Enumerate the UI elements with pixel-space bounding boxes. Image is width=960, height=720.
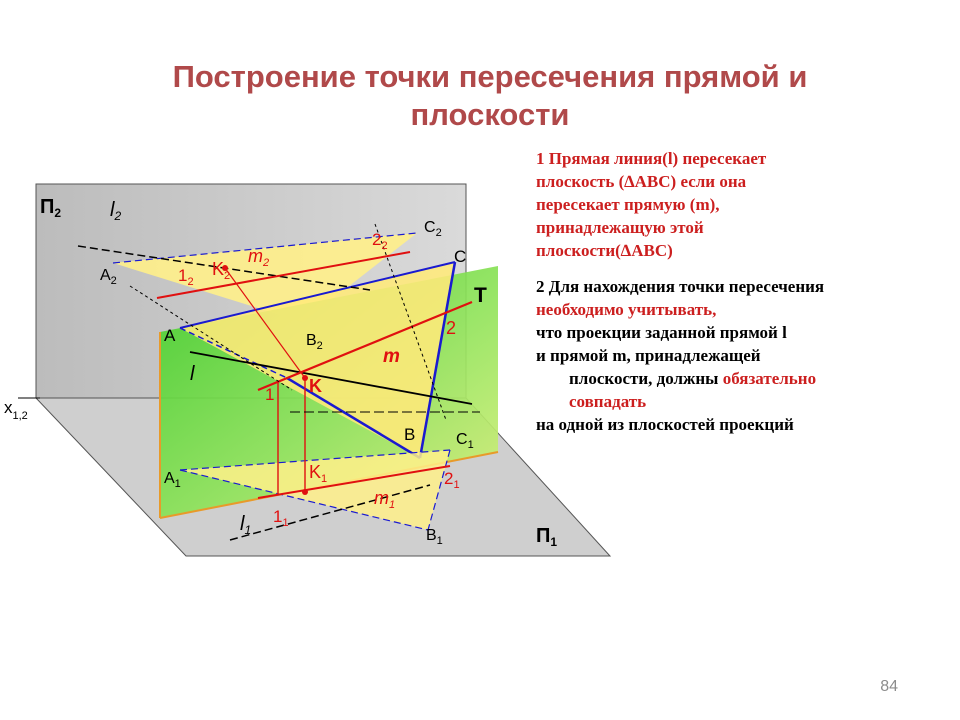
note-2-line-5b: обязательно xyxy=(722,369,817,388)
label-1-1: $1_1$ xyxy=(273,507,289,529)
label-C: C xyxy=(454,247,467,266)
label-2: 2 xyxy=(446,318,457,338)
label-l2: $l_2$ xyxy=(110,199,122,223)
label-B: B xyxy=(404,425,416,444)
note-1-line-4: принадлежащую этой xyxy=(536,218,704,237)
label-l: l xyxy=(190,363,195,385)
label-m2: $m_2$ xyxy=(248,246,270,269)
label-T: T xyxy=(474,284,487,307)
label-K: K xyxy=(309,376,322,396)
note-paragraph-1 xyxy=(536,147,946,262)
label-1: 1 xyxy=(265,385,275,404)
note-1-line-5: плоскости(∆ABC) xyxy=(536,241,673,260)
label-A2: $A_2$ xyxy=(100,267,117,287)
point-K1 xyxy=(302,489,308,495)
label-pi2: $П_2$ xyxy=(40,196,62,220)
label-B2: $B_2$ xyxy=(306,332,323,352)
explanation-text xyxy=(536,147,946,449)
point-K xyxy=(302,375,308,381)
label-C2: $C_2$ xyxy=(424,219,442,239)
note-2-line-3: что проекции заданной прямой l xyxy=(536,323,787,342)
note-2-line-4: и прямой m, принадлежащей xyxy=(536,346,761,365)
page-number: 84 xyxy=(880,678,898,695)
label-m: m xyxy=(383,346,400,367)
note-2-line-5 xyxy=(536,367,946,390)
title-line-2: плоскости xyxy=(410,97,570,132)
note-1-line-2: плоскость (∆ABC) если она xyxy=(536,172,747,191)
label-1-2: $1_2$ xyxy=(178,266,194,288)
label-2-1: $2_1$ xyxy=(444,469,460,491)
note-2-line-6: совпадать xyxy=(569,392,647,411)
label-m1: $m_1$ xyxy=(374,488,396,511)
note-2-line-7: на одной из плоскостей проекций xyxy=(536,415,794,434)
note-1-line-3: пересекает прямую (m), xyxy=(536,195,720,214)
geometry-diagram xyxy=(0,160,620,560)
label-K2: $K_2$ xyxy=(212,259,231,282)
label-2-2: $2_2$ xyxy=(372,230,388,252)
label-l1: $l_1$ xyxy=(240,513,252,537)
label-C1: $C_1$ xyxy=(456,431,474,451)
note-2-line-2: необходимо учитывать, xyxy=(536,300,717,319)
note-paragraph-2 xyxy=(536,275,946,436)
note-2-line-5a: плоскости, должны xyxy=(569,369,723,388)
label-K1: $K_1$ xyxy=(309,462,328,485)
slide-title xyxy=(60,58,920,134)
note-2-line-1: 2 Для нахождения точки пересечения xyxy=(536,277,825,296)
note-1-line-1: 1 Прямая линия(l) пересекает xyxy=(536,149,767,168)
label-A1: $A_1$ xyxy=(164,470,181,490)
title-line-1: Построение точки пересечения прямой и xyxy=(172,59,808,94)
label-x12: $x_{1,2}$ xyxy=(4,398,28,422)
label-B1: $B_1$ xyxy=(426,527,443,547)
label-pi1: $П_1$ xyxy=(536,525,558,549)
label-A: A xyxy=(164,326,176,345)
